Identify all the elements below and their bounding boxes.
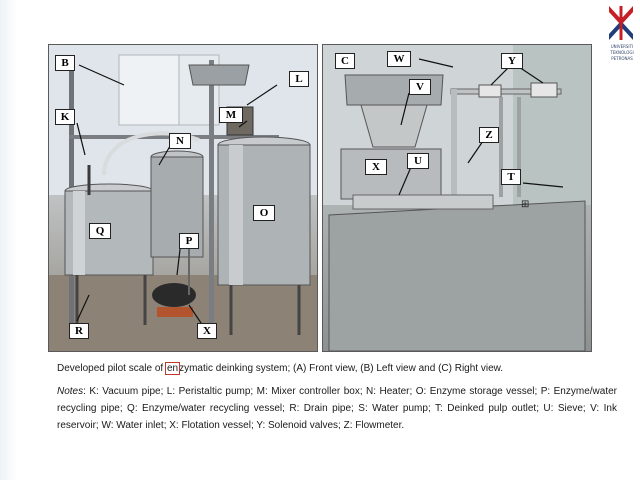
label-m: M (219, 107, 243, 123)
label-u: U (407, 153, 429, 169)
label-b: B (55, 55, 75, 71)
label-x-left: X (197, 323, 217, 339)
label-k: K (55, 109, 75, 125)
label-l: L (289, 71, 309, 87)
label-p: P (179, 233, 199, 249)
figure-caption (57, 363, 617, 374)
label-q: Q (89, 223, 111, 239)
logo-text-line-2: TEKNOLOGI (610, 50, 634, 55)
label-x-right: X (365, 159, 387, 175)
label-v: V (409, 79, 431, 95)
figure-notes (57, 383, 617, 434)
label-t: T (501, 169, 521, 185)
label-y: Y (501, 53, 523, 69)
photo-front-left-view (48, 44, 318, 352)
photo-right-view (322, 44, 592, 352)
caption-before: Developed pilot scale of (57, 363, 166, 374)
logo-text-line-1: UNIVERSITI (610, 44, 634, 49)
caption-after: zymatic deinking system; (A) Front view, (B) Left view and (C) Right view. (179, 363, 504, 374)
photo-front-left-illustration (49, 45, 317, 351)
decorative-stripe (0, 0, 18, 480)
logo-text-line-3: PETRONAS (611, 56, 633, 61)
caption-highlight: en (166, 363, 179, 374)
photo-right-illustration (323, 45, 591, 351)
svg-text:⊞: ⊞ (521, 199, 530, 210)
label-n: N (169, 133, 191, 149)
label-z: Z (479, 127, 499, 143)
label-o: O (253, 205, 275, 221)
label-w: W (387, 51, 411, 67)
notes-lead: Notes (57, 386, 84, 397)
label-r: R (69, 323, 89, 339)
university-logo (604, 4, 638, 66)
label-c: C (335, 53, 355, 69)
notes-body: : K: Vacuum pipe; L: Peristaltic pump; M: Mixer controller box; N: Heater; O: Enzyme storage vessel; P: Enzyme/water recycling pipe; Q: Enzyme/water recycling vessel; R: Drain pipe; S: Water pump; T: Deinked pulp outlet; U: Sieve; V: Ink reservoir; W: Water inlet; X: Flotation vessel; Y: Solenoid valves; Z: Flowmeter. (57, 386, 617, 431)
logo-mark-icon (606, 4, 636, 42)
